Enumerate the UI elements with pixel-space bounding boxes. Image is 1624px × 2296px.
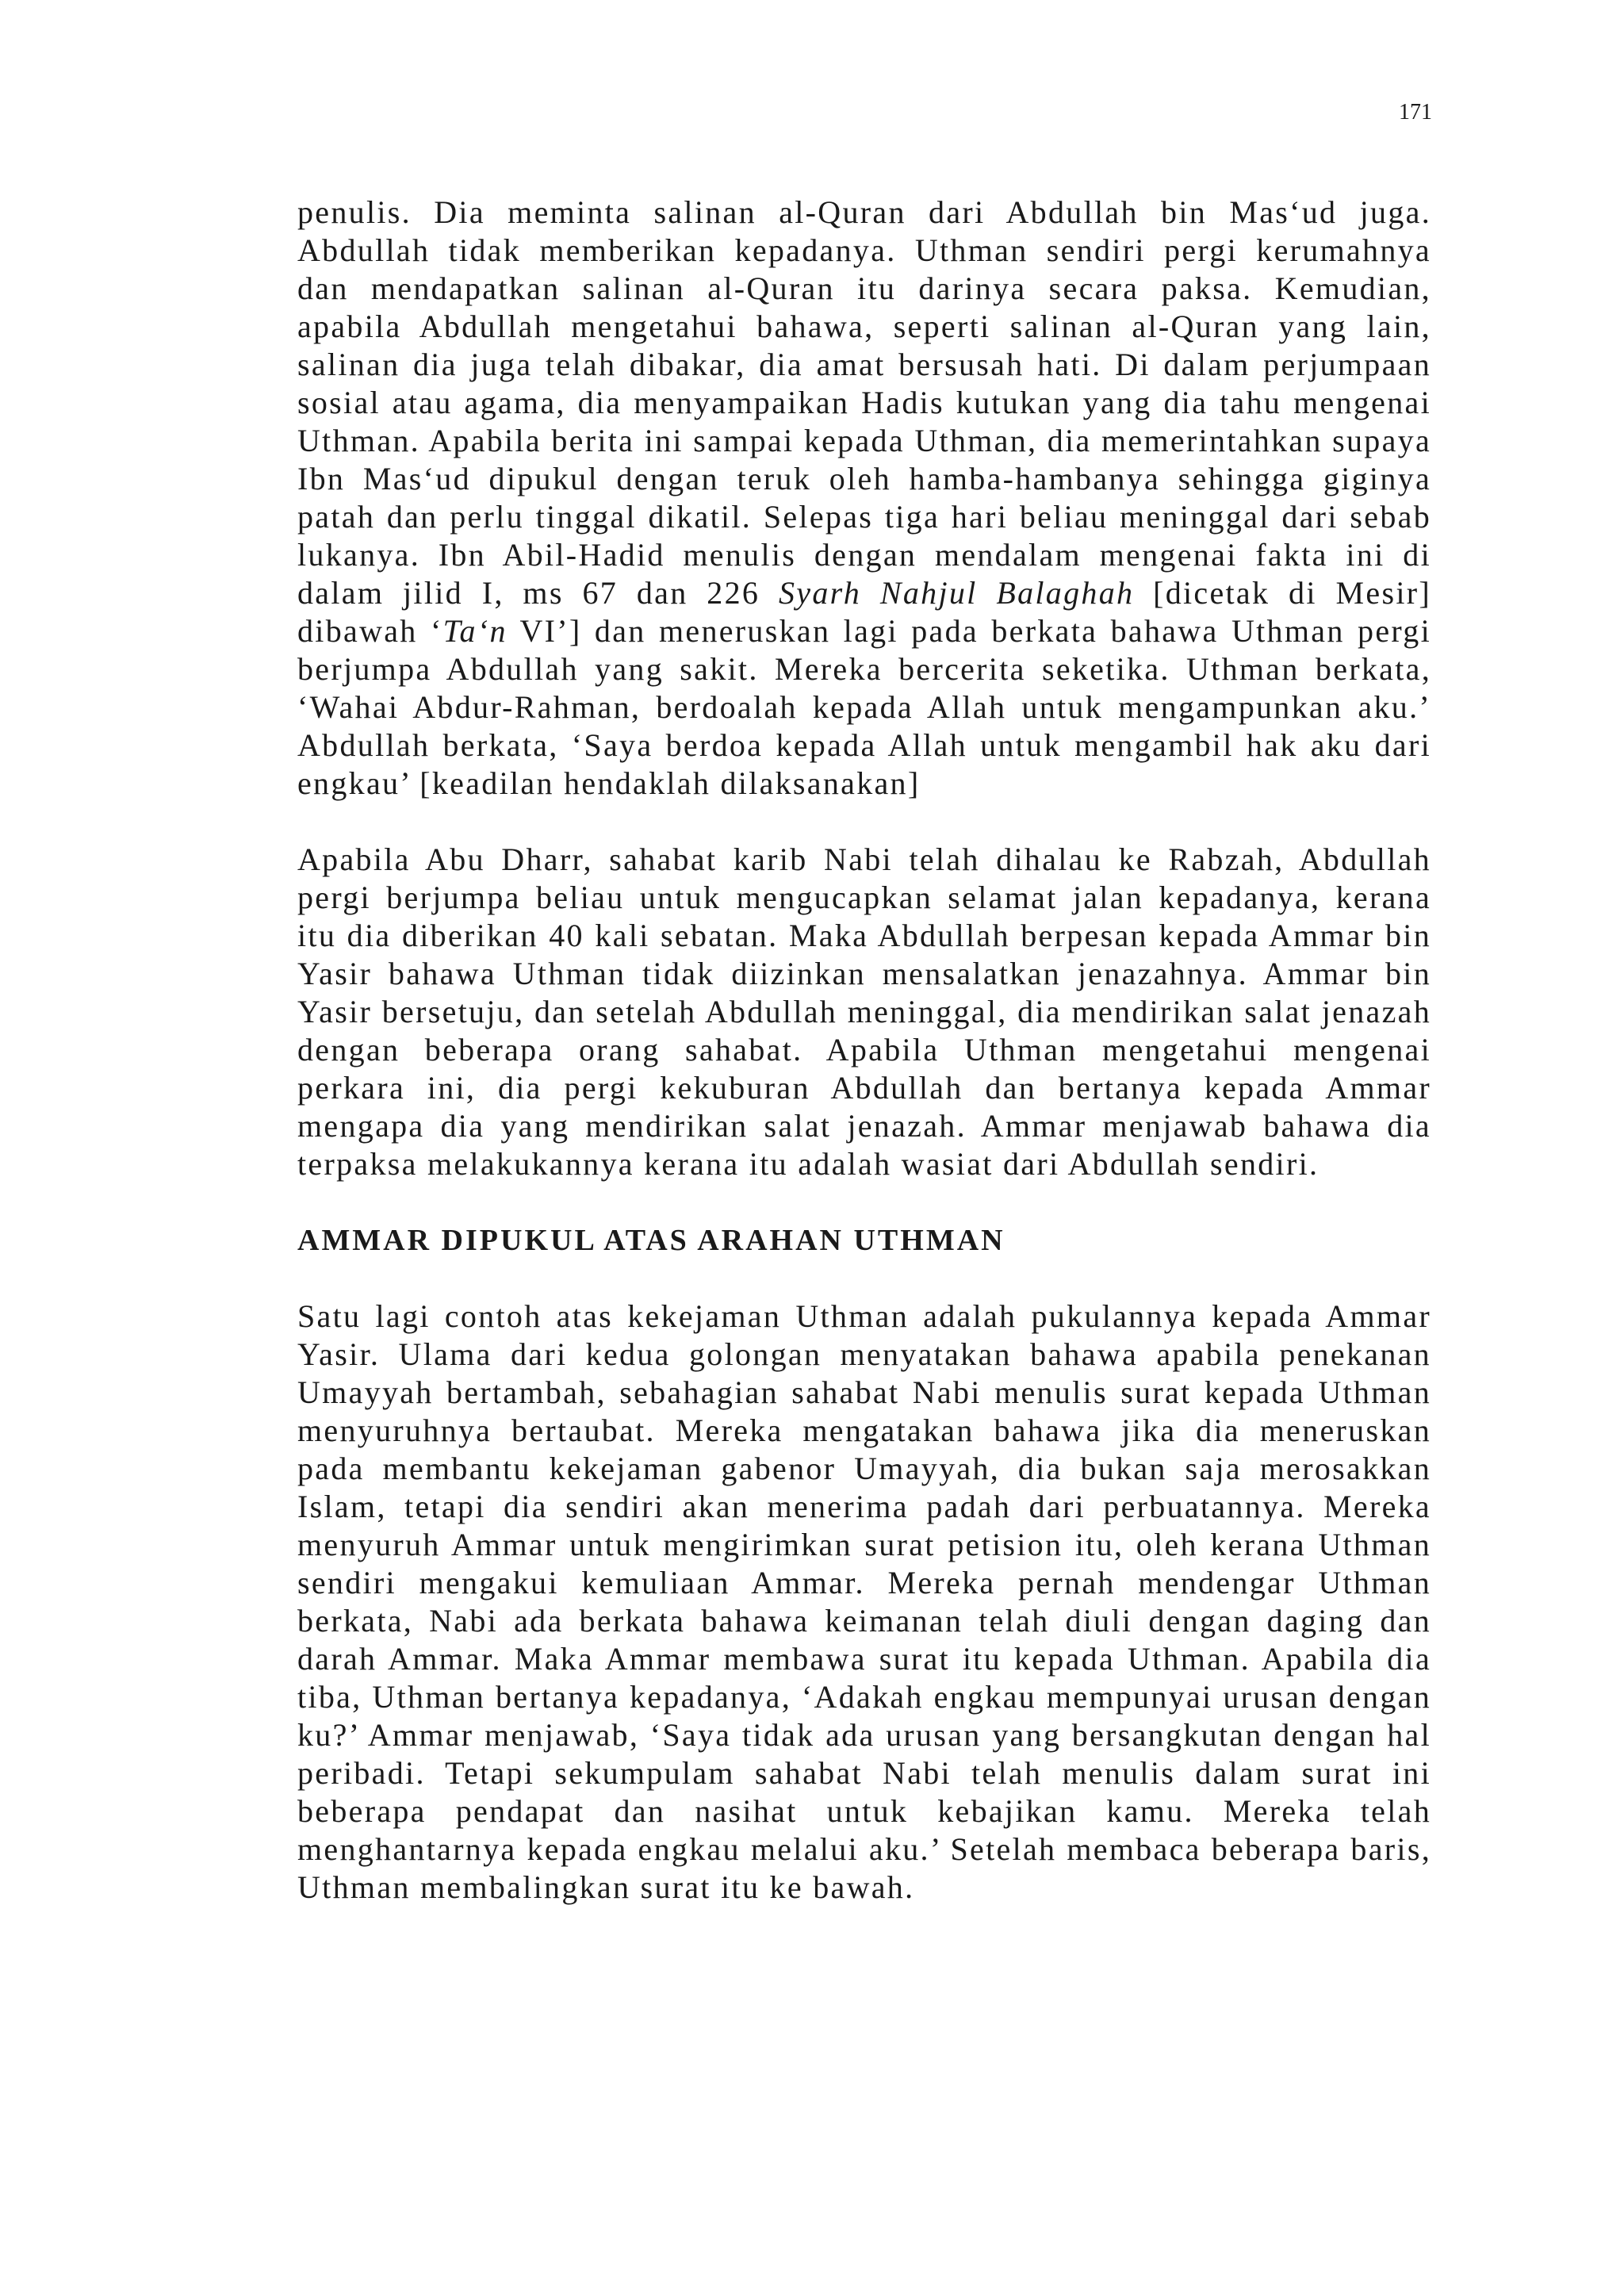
paragraph-3: Satu lagi contoh atas kekejaman Uthman adalah pukulannya kepada Ammar Yasir. Ulama dari kedua golongan menyatakan bahawa apabila penekanan Umayyah bertambah, sebahagian sahabat Nabi menulis surat kepada Uthman menyuruhnya bertaubat. Mereka mengatakan bahawa jika dia meneruskan pada membantu kekejaman gabenor Umayyah, dia bukan saja merosakkan Islam, tetapi dia sendiri akan menerima padah dari perbuatannya. Mereka menyuruh Ammar untuk mengirimkan surat petision itu, oleh kerana Uthman sendiri mengakui kemuliaan Ammar. Mereka pernah mendengar Uthman berkata, Nabi ada berkata bahawa keimanan telah diuli dengan daging dan darah Ammar. Maka Ammar membawa surat itu kepada Uthman. Apabila dia tiba, Uthman bertanya kepadanya, ‘Adakah engkau mempunyai urusan dengan ku?’ Ammar menjawab, ‘Saya tidak ada urusan yang bersangkutan dengan hal peribadi. Tetapi sekumpulam sahabat Nabi telah menulis dalam surat ini beberapa pendapat dan nasihat untuk kebajikan kamu. Mereka telah menghantarnya kepada engkau melalui aku.’ Setelah membaca beberapa baris, Uthman membalingkan surat itu ke bawah. [297,1298,1431,1905]
page-number: 171 [1399,100,1432,125]
book-title: Syarh Nahjul Balaghah [778,575,1135,611]
paragraph-1-text-c: VI’] dan meneruskan lagi pada berkata bahawa Uthman pergi berjumpa Abdullah yang sakit. Mereka bercerita seketika. Uthman berkata, ‘Wahai Abdur-Rahman, berdoalah kepada Allah untuk mengampunkan aku.’ Abdullah berkata, ‘Saya berdoa kepada Allah untuk mengambil hak aku dari engkau’ [keadilan hendaklah dilaksanakan] [297,613,1431,801]
page-content [297,194,1431,1907]
paragraph-1 [297,194,1431,803]
paragraph-2: Apabila Abu Dharr, sahabat karib Nabi telah dihalau ke Rabzah, Abdullah pergi berjumpa beliau untuk mengucapkan selamat jalan kepadanya, kerana itu dia diberikan 40 kali sebatan. Maka Abdullah berpesan kepada Ammar bin Yasir bahawa Uthman tidak diizinkan mensalatkan jenazahnya. Ammar bin Yasir bersetuju, dan setelah Abdullah meninggal, dia mendirikan salat jenazah dengan beberapa orang sahabat. Apabila Uthman mengetahui mengenai perkara ini, dia pergi kekuburan Abdullah dan bertanya kepada Ammar mengapa dia yang mendirikan salat jenazah. Ammar menjawab bahawa dia terpaksa melakukannya kerana itu adalah wasiat dari Abdullah sendiri. [297,841,1431,1182]
section-title: Ta‘n [442,613,508,649]
section-heading: AMMAR DIPUKUL ATAS ARAHAN UTHMAN [297,1224,1005,1257]
paragraph-1-text-a: penulis. Dia meminta salinan al-Quran dari Abdullah bin Mas‘ud juga. Abdullah tidak memberikan kepadanya. Uthman sendiri pergi kerumahnya dan mendapatkan salinan al-Quran itu darinya secara paksa. Kemudian, apabila Abdullah mengetahui bahawa, seperti salinan al-Quran yang lain, salinan dia juga telah dibakar, dia amat bersusah hati. Di dalam perjumpaan sosial atau agama, dia menyampaikan Hadis kutukan yang dia tahu mengenai Uthman. Apabila berita ini sampai kepada Uthman, dia memerintahkan supaya Ibn Mas‘ud dipukul dengan teruk oleh hamba-hambanya sehingga giginya patah dan perlu tinggal dikatil. Selepas tiga hari beliau meninggal dari sebab lukanya. Ibn Abil-Hadid menulis dengan mendalam mengenai fakta ini di dalam jilid I, ms 67 dan 226 [297,194,1431,611]
paragraph-gap [297,803,1431,841]
paragraph-gap [297,1259,1431,1297]
paragraph-1-text-b: [dicetak di Mesir] dibawah ‘ [297,575,1431,649]
paragraph-gap [297,1183,1431,1221]
